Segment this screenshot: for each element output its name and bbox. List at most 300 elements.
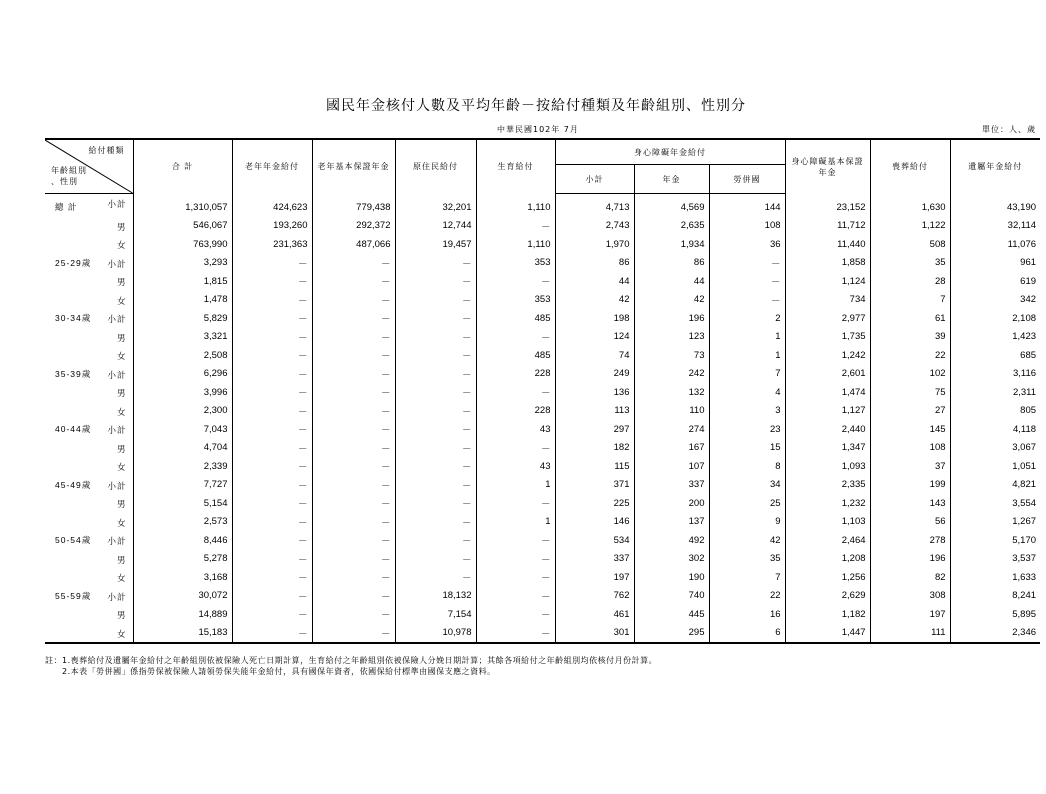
sex-label: 小計 bbox=[107, 536, 127, 546]
table-cell: 1 bbox=[476, 476, 555, 495]
table-cell: － bbox=[395, 513, 476, 532]
table-cell: 492 bbox=[634, 531, 709, 550]
sex-label: 男 bbox=[116, 221, 127, 232]
table-cell: 2,464 bbox=[785, 531, 870, 550]
table-row bbox=[45, 476, 1040, 495]
table-corner-header bbox=[45, 139, 133, 194]
table-cell: 35 bbox=[870, 254, 950, 273]
table-cell: 685 bbox=[950, 346, 1040, 365]
table-cell: 44 bbox=[555, 272, 634, 291]
table-cell: 1 bbox=[709, 346, 785, 365]
table-cell: 2,440 bbox=[785, 420, 870, 439]
table-cell: 74 bbox=[555, 346, 634, 365]
table-cell: 297 bbox=[555, 420, 634, 439]
table-cell: － bbox=[232, 513, 312, 532]
table-cell: － bbox=[709, 272, 785, 291]
row-label-cell bbox=[45, 235, 133, 254]
table-cell: 193,260 bbox=[232, 217, 312, 236]
table-cell: － bbox=[476, 531, 555, 550]
table-cell: 961 bbox=[950, 254, 1040, 273]
table-row bbox=[45, 402, 1040, 421]
table-cell: 137 bbox=[634, 513, 709, 532]
table-cell: 3,293 bbox=[133, 254, 232, 273]
table-cell: 28 bbox=[870, 272, 950, 291]
age-group-label: 50-54歲 bbox=[55, 535, 92, 546]
table-cell: 5,154 bbox=[133, 494, 232, 513]
corner-bottom-label: 年齡組別 、性別 bbox=[51, 166, 87, 186]
unit-label: 單位：人、歲 bbox=[982, 125, 1036, 134]
table-cell: － bbox=[395, 328, 476, 347]
table-cell: － bbox=[312, 550, 395, 569]
row-label-cell bbox=[45, 254, 133, 273]
table-cell: 167 bbox=[634, 439, 709, 458]
row-label-cell bbox=[45, 605, 133, 624]
table-cell: － bbox=[312, 328, 395, 347]
table-row bbox=[45, 235, 1040, 254]
table-cell: 1,110 bbox=[476, 194, 555, 217]
table-cell: 7 bbox=[709, 365, 785, 384]
sex-label: 小計 bbox=[107, 369, 127, 380]
table-cell: － bbox=[476, 550, 555, 569]
table-cell: 3,321 bbox=[133, 328, 232, 347]
table-cell: 102 bbox=[870, 365, 950, 384]
table-cell: 30,072 bbox=[133, 587, 232, 606]
table-cell: － bbox=[395, 494, 476, 513]
table-cell: － bbox=[395, 383, 476, 402]
table-cell: 7,154 bbox=[395, 605, 476, 624]
table-cell: 42 bbox=[709, 531, 785, 550]
table-cell: 113 bbox=[555, 402, 634, 421]
table-cell: － bbox=[232, 309, 312, 328]
table-cell: 3,554 bbox=[950, 494, 1040, 513]
table-cell: 4,569 bbox=[634, 194, 709, 217]
table-cell: 485 bbox=[476, 346, 555, 365]
age-group-label: 25-29歲 bbox=[55, 257, 92, 268]
row-label-cell bbox=[45, 309, 133, 328]
table-cell: 763,990 bbox=[133, 235, 232, 254]
table-cell: 734 bbox=[785, 291, 870, 310]
sex-label: 小計 bbox=[107, 591, 127, 602]
table-cell: 2,743 bbox=[555, 217, 634, 236]
table-cell: 22 bbox=[709, 587, 785, 606]
table-cell: 231,363 bbox=[232, 235, 312, 254]
sex-label: 女 bbox=[116, 462, 127, 472]
table-cell: － bbox=[476, 494, 555, 513]
table-cell: 132 bbox=[634, 383, 709, 402]
table-cell: 1,127 bbox=[785, 402, 870, 421]
table-cell: － bbox=[232, 365, 312, 384]
table-cell: － bbox=[395, 568, 476, 587]
table-cell: 534 bbox=[555, 531, 634, 550]
table-row bbox=[45, 568, 1040, 587]
table-row bbox=[45, 587, 1040, 606]
row-label-cell bbox=[45, 420, 133, 439]
age-group-label: 總 計 bbox=[55, 202, 78, 213]
table-cell: 3,168 bbox=[133, 568, 232, 587]
col-header-old-age: 老年年金給付 bbox=[232, 139, 312, 194]
table-cell: － bbox=[232, 272, 312, 291]
row-label-cell bbox=[45, 494, 133, 513]
table-cell: 43,190 bbox=[950, 194, 1040, 217]
table-cell: 16 bbox=[709, 605, 785, 624]
sex-label: 女 bbox=[116, 240, 127, 250]
table-cell: 5,895 bbox=[950, 605, 1040, 624]
table-cell: 36 bbox=[709, 235, 785, 254]
table-row bbox=[45, 346, 1040, 365]
table-cell: 1,242 bbox=[785, 346, 870, 365]
table-row bbox=[45, 365, 1040, 384]
table-cell: 32,201 bbox=[395, 194, 476, 217]
table-cell: 196 bbox=[634, 309, 709, 328]
report-period: 中華民國102年 7月 bbox=[497, 125, 579, 134]
col-header-total: 合 計 bbox=[133, 139, 232, 194]
table-cell: － bbox=[312, 494, 395, 513]
table-cell: 424,623 bbox=[232, 194, 312, 217]
col-header-dis-annuity: 年金 bbox=[634, 165, 709, 194]
table-cell: － bbox=[232, 457, 312, 476]
col-header-old-basic: 老年基本保證年金 bbox=[312, 139, 395, 194]
table-cell: 4,713 bbox=[555, 194, 634, 217]
col-header-birth: 生育給付 bbox=[476, 139, 555, 194]
age-group-label: 35-39歲 bbox=[55, 368, 92, 379]
age-group-label: 55-59歲 bbox=[55, 590, 92, 601]
table-cell: － bbox=[232, 568, 312, 587]
table-row bbox=[45, 494, 1040, 513]
table-cell: 353 bbox=[476, 254, 555, 273]
table-cell: 445 bbox=[634, 605, 709, 624]
table-cell: 2,601 bbox=[785, 365, 870, 384]
sex-label: 小計 bbox=[107, 314, 127, 324]
table-cell: 308 bbox=[870, 587, 950, 606]
table-cell: 1,103 bbox=[785, 513, 870, 532]
table-cell: 6,296 bbox=[133, 365, 232, 384]
sex-label: 女 bbox=[116, 517, 127, 528]
age-group-label: 30-34歲 bbox=[55, 313, 92, 324]
table-cell: 1,124 bbox=[785, 272, 870, 291]
table-cell: 2,508 bbox=[133, 346, 232, 365]
table-row bbox=[45, 217, 1040, 236]
table-cell: 2,108 bbox=[950, 309, 1040, 328]
table-cell: － bbox=[312, 568, 395, 587]
table-cell: － bbox=[312, 605, 395, 624]
table-cell: 805 bbox=[950, 402, 1040, 421]
col-header-disability-basic: 身心障礙基本保證年金 bbox=[785, 139, 870, 194]
sex-label: 小計 bbox=[107, 480, 127, 491]
table-cell: 1,630 bbox=[870, 194, 950, 217]
row-label-cell bbox=[45, 383, 133, 402]
table-cell: 487,066 bbox=[312, 235, 395, 254]
table-cell: 23,152 bbox=[785, 194, 870, 217]
table-row bbox=[45, 194, 1040, 217]
table-cell: 1,347 bbox=[785, 439, 870, 458]
table-cell: 242 bbox=[634, 365, 709, 384]
table-cell: － bbox=[312, 383, 395, 402]
table-cell: － bbox=[312, 402, 395, 421]
table-cell: 146 bbox=[555, 513, 634, 532]
table-cell: 1,110 bbox=[476, 235, 555, 254]
table-cell: － bbox=[395, 346, 476, 365]
table-cell: 4 bbox=[709, 383, 785, 402]
table-cell: － bbox=[395, 309, 476, 328]
table-cell: 2,573 bbox=[133, 513, 232, 532]
table-cell: － bbox=[312, 346, 395, 365]
table-cell: 34 bbox=[709, 476, 785, 495]
row-label-cell bbox=[45, 531, 133, 550]
table-cell: － bbox=[395, 550, 476, 569]
table-cell: 10,978 bbox=[395, 624, 476, 644]
table-cell: 18,132 bbox=[395, 587, 476, 606]
table-row bbox=[45, 457, 1040, 476]
table-cell: － bbox=[395, 291, 476, 310]
row-label-cell bbox=[45, 217, 133, 236]
sex-label: 男 bbox=[116, 610, 127, 620]
table-cell: 143 bbox=[870, 494, 950, 513]
row-label-cell bbox=[45, 346, 133, 365]
table-cell: 1,182 bbox=[785, 605, 870, 624]
table-cell: － bbox=[232, 439, 312, 458]
table-cell: 7,727 bbox=[133, 476, 232, 495]
table-cell: 4,118 bbox=[950, 420, 1040, 439]
table-cell: 108 bbox=[870, 439, 950, 458]
table-cell: 124 bbox=[555, 328, 634, 347]
table-cell: － bbox=[476, 383, 555, 402]
table-cell: 461 bbox=[555, 605, 634, 624]
table-cell: 144 bbox=[709, 194, 785, 217]
table-cell: 22 bbox=[870, 346, 950, 365]
table-cell: 337 bbox=[634, 476, 709, 495]
row-label-cell bbox=[45, 587, 133, 606]
table-row bbox=[45, 272, 1040, 291]
table-row bbox=[45, 291, 1040, 310]
sex-label: 女 bbox=[116, 295, 127, 306]
table-cell: 508 bbox=[870, 235, 950, 254]
table-cell: 61 bbox=[870, 309, 950, 328]
table-cell: 1,735 bbox=[785, 328, 870, 347]
table-cell: 619 bbox=[950, 272, 1040, 291]
table-cell: 4,821 bbox=[950, 476, 1040, 495]
table-cell: 1,478 bbox=[133, 291, 232, 310]
table-cell: 2,339 bbox=[133, 457, 232, 476]
table-cell: 145 bbox=[870, 420, 950, 439]
table-cell: － bbox=[232, 531, 312, 550]
table-cell: 43 bbox=[476, 420, 555, 439]
table-cell: 2,629 bbox=[785, 587, 870, 606]
age-group-label: 40-44歲 bbox=[55, 424, 92, 435]
footnotes bbox=[45, 655, 657, 677]
page-title: 國民年金核付人數及平均年齡－按給付種類及年齡組別、性別分 bbox=[326, 98, 746, 114]
table-cell: 15 bbox=[709, 439, 785, 458]
table-cell: 3 bbox=[709, 402, 785, 421]
sex-label: 女 bbox=[116, 351, 127, 361]
table-cell: － bbox=[395, 457, 476, 476]
table-cell: 1,093 bbox=[785, 457, 870, 476]
table-cell: － bbox=[232, 254, 312, 273]
table-cell: 4,704 bbox=[133, 439, 232, 458]
table-cell: 546,067 bbox=[133, 217, 232, 236]
table-cell: 37 bbox=[870, 457, 950, 476]
footnote-1: 註：1.喪葬給付及遺屬年金給付之年齡組別依被保險人死亡日期計算，生育給付之年齡組別依被保險人分娩日期計算；其餘各項給付之年齡組別均依核付月份計算。 bbox=[45, 656, 658, 665]
col-header-survivor: 遺屬年金給付 bbox=[950, 139, 1040, 194]
table-cell: 2,977 bbox=[785, 309, 870, 328]
table-cell: － bbox=[476, 624, 555, 644]
sex-label: 女 bbox=[116, 406, 127, 417]
table-cell: 295 bbox=[634, 624, 709, 644]
table-cell: － bbox=[312, 476, 395, 495]
table-cell: － bbox=[312, 439, 395, 458]
table-cell: 35 bbox=[709, 550, 785, 569]
table-cell: － bbox=[395, 531, 476, 550]
table-cell: 371 bbox=[555, 476, 634, 495]
sex-label: 小計 bbox=[107, 425, 127, 435]
table-cell: － bbox=[312, 420, 395, 439]
table-cell: 42 bbox=[555, 291, 634, 310]
table-cell: － bbox=[476, 328, 555, 347]
table-cell: 3,996 bbox=[133, 383, 232, 402]
table-cell: 2,311 bbox=[950, 383, 1040, 402]
sex-label: 男 bbox=[116, 388, 127, 398]
table-cell: 14,889 bbox=[133, 605, 232, 624]
table-cell: 274 bbox=[634, 420, 709, 439]
table-cell: 12,744 bbox=[395, 217, 476, 236]
table-cell: 1,051 bbox=[950, 457, 1040, 476]
table-cell: － bbox=[312, 365, 395, 384]
table-cell: － bbox=[312, 457, 395, 476]
table-cell: 3,116 bbox=[950, 365, 1040, 384]
table-cell: － bbox=[232, 550, 312, 569]
table-cell: 197 bbox=[870, 605, 950, 624]
table-cell: － bbox=[312, 254, 395, 273]
table-cell: 9 bbox=[709, 513, 785, 532]
table-cell: 2,300 bbox=[133, 402, 232, 421]
table-row bbox=[45, 328, 1040, 347]
table-cell: 8 bbox=[709, 457, 785, 476]
sex-label: 男 bbox=[116, 499, 127, 509]
table-cell: 86 bbox=[634, 254, 709, 273]
table-cell: 2 bbox=[709, 309, 785, 328]
table-cell: 56 bbox=[870, 513, 950, 532]
table-cell: 1,256 bbox=[785, 568, 870, 587]
table-cell: － bbox=[476, 439, 555, 458]
table-cell: 43 bbox=[476, 457, 555, 476]
table-cell: 44 bbox=[634, 272, 709, 291]
row-label-cell bbox=[45, 568, 133, 587]
table-cell: 75 bbox=[870, 383, 950, 402]
table-row bbox=[45, 624, 1040, 644]
table-cell: 5,278 bbox=[133, 550, 232, 569]
table-cell: 39 bbox=[870, 328, 950, 347]
table-cell: 1,474 bbox=[785, 383, 870, 402]
table-cell: 1,934 bbox=[634, 235, 709, 254]
table-cell: 196 bbox=[870, 550, 950, 569]
table-cell: － bbox=[232, 476, 312, 495]
col-header-indigenous: 原住民給付 bbox=[395, 139, 476, 194]
row-label-cell bbox=[45, 272, 133, 291]
table-cell: 190 bbox=[634, 568, 709, 587]
table-cell: － bbox=[312, 513, 395, 532]
table-row bbox=[45, 605, 1040, 624]
table-cell: 111 bbox=[870, 624, 950, 644]
table-row bbox=[45, 550, 1040, 569]
table-cell: － bbox=[232, 624, 312, 644]
table-cell: － bbox=[232, 346, 312, 365]
table-cell: 1,423 bbox=[950, 328, 1040, 347]
table-cell: － bbox=[395, 272, 476, 291]
table-cell: 1,970 bbox=[555, 235, 634, 254]
table-cell: 485 bbox=[476, 309, 555, 328]
table-cell: － bbox=[476, 217, 555, 236]
col-header-dis-subtotal: 小計 bbox=[555, 165, 634, 194]
table-cell: 11,076 bbox=[950, 235, 1040, 254]
table-row bbox=[45, 309, 1040, 328]
table-cell: 3,067 bbox=[950, 439, 1040, 458]
row-label-cell bbox=[45, 328, 133, 347]
table-cell: 23 bbox=[709, 420, 785, 439]
sex-label: 男 bbox=[116, 554, 127, 565]
row-label-cell bbox=[45, 365, 133, 384]
row-label-cell bbox=[45, 476, 133, 495]
table-row bbox=[45, 531, 1040, 550]
table-cell: 2,635 bbox=[634, 217, 709, 236]
statistics-table bbox=[45, 138, 1040, 644]
table-cell: － bbox=[395, 254, 476, 273]
table-cell: 1 bbox=[476, 513, 555, 532]
table-cell: 182 bbox=[555, 439, 634, 458]
row-label-cell bbox=[45, 194, 133, 217]
table-cell: － bbox=[709, 254, 785, 273]
table-cell: 1 bbox=[709, 328, 785, 347]
table-row bbox=[45, 513, 1040, 532]
table-cell: － bbox=[709, 291, 785, 310]
table-row bbox=[45, 439, 1040, 458]
table-cell: 107 bbox=[634, 457, 709, 476]
table-cell: 1,633 bbox=[950, 568, 1040, 587]
col-header-dis-labor: 勞併國 bbox=[709, 165, 785, 194]
table-cell: 1,232 bbox=[785, 494, 870, 513]
table-cell: 301 bbox=[555, 624, 634, 644]
table-cell: 2,346 bbox=[950, 624, 1040, 644]
table-cell: 86 bbox=[555, 254, 634, 273]
col-header-funeral: 喪葬給付 bbox=[870, 139, 950, 194]
table-cell: － bbox=[476, 568, 555, 587]
table-cell: 1,267 bbox=[950, 513, 1040, 532]
table-cell: － bbox=[312, 587, 395, 606]
table-cell: 5,829 bbox=[133, 309, 232, 328]
table-cell: 8,446 bbox=[133, 531, 232, 550]
table-cell: － bbox=[395, 402, 476, 421]
table-row bbox=[45, 383, 1040, 402]
row-label-cell bbox=[45, 291, 133, 310]
table-cell: 42 bbox=[634, 291, 709, 310]
table-cell: － bbox=[232, 494, 312, 513]
table-cell: 1,447 bbox=[785, 624, 870, 644]
table-cell: 779,438 bbox=[312, 194, 395, 217]
table-cell: 225 bbox=[555, 494, 634, 513]
table-row bbox=[45, 254, 1040, 273]
sex-label: 男 bbox=[116, 443, 127, 454]
table-row bbox=[45, 420, 1040, 439]
table-cell: 2,335 bbox=[785, 476, 870, 495]
table-cell: － bbox=[232, 328, 312, 347]
table-cell: 15,183 bbox=[133, 624, 232, 644]
row-label-cell bbox=[45, 624, 133, 644]
col-header-disability-group: 身心障礙年金給付 bbox=[555, 139, 785, 165]
table-cell: － bbox=[232, 605, 312, 624]
table-cell: － bbox=[395, 439, 476, 458]
table-cell: 228 bbox=[476, 365, 555, 384]
table-cell: － bbox=[476, 587, 555, 606]
sex-label: 小計 bbox=[107, 199, 127, 209]
table-cell: － bbox=[312, 309, 395, 328]
